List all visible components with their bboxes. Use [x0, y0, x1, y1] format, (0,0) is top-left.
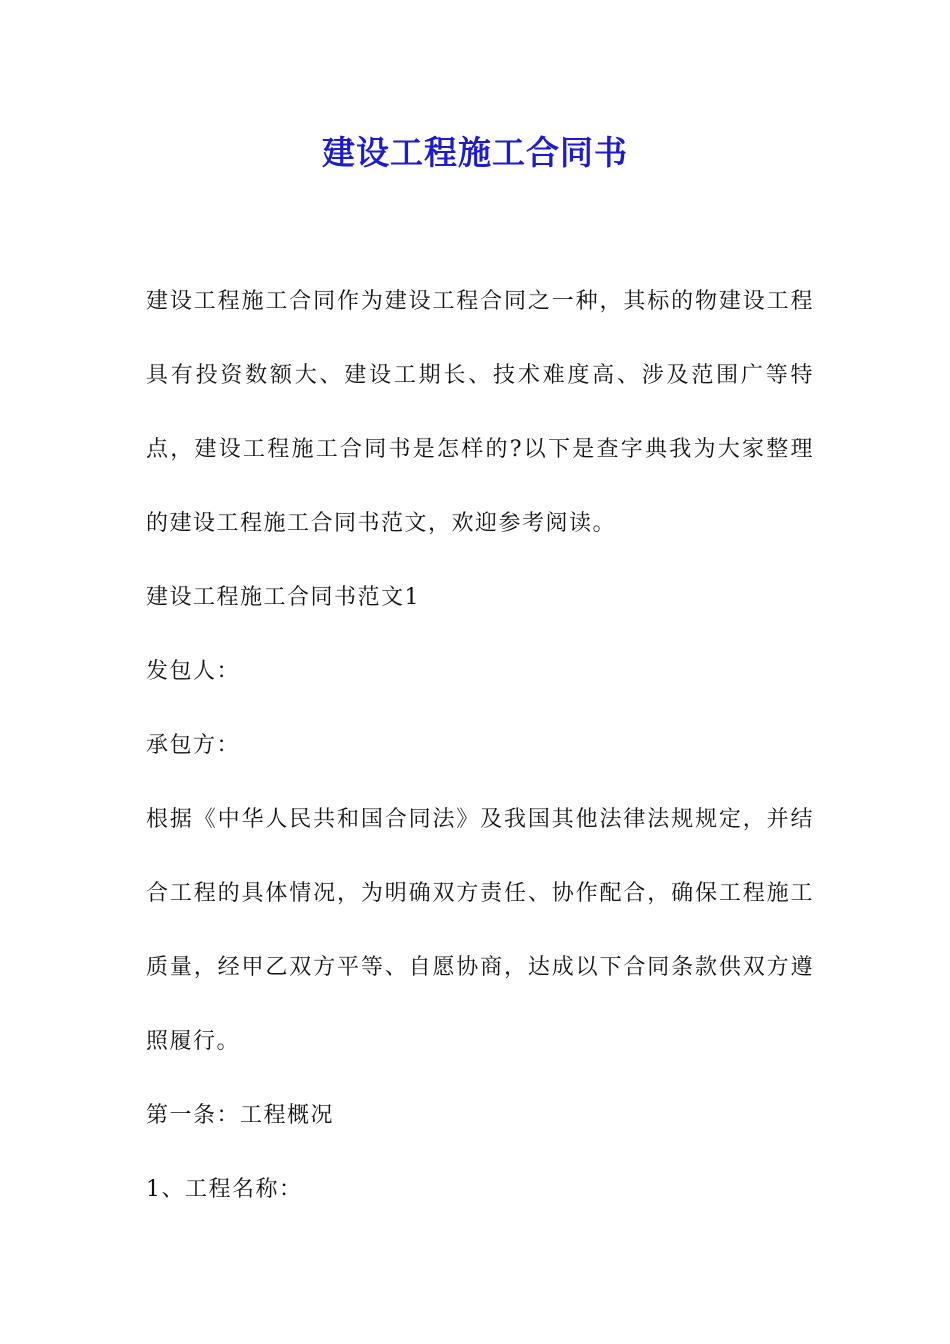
basis-paragraph: 根据《中华人民共和国合同法》及我国其他法律法规规定，并结合工程的具体情况，为明确双方责任、协作配合，确保工程施工质量，经甲乙双方平等、自愿协商，达成以下合同条款供双方遵照履行。 [146, 807, 814, 1054]
document-title: 建设工程施工合同书 [322, 133, 628, 172]
section-heading: 建设工程施工合同书范文1 [146, 585, 420, 610]
article-1-heading: 第一条：工程概况 [146, 1103, 335, 1128]
contractor-label: 承包方： [146, 733, 241, 758]
list-item-project-name: 1、工程名称： [146, 1177, 303, 1202]
intro-paragraph: 建设工程施工合同作为建设工程合同之一种，其标的物建设工程具有投资数额大、建设工期长、技术难度高、涉及范围广等特点，建设工程施工合同书是怎样的?以下是查字典我为大家整理的建设工程施工合同书范文，欢迎参考阅读。 [146, 289, 814, 536]
document-body [146, 265, 814, 1227]
employer-label: 发包人： [146, 659, 241, 684]
